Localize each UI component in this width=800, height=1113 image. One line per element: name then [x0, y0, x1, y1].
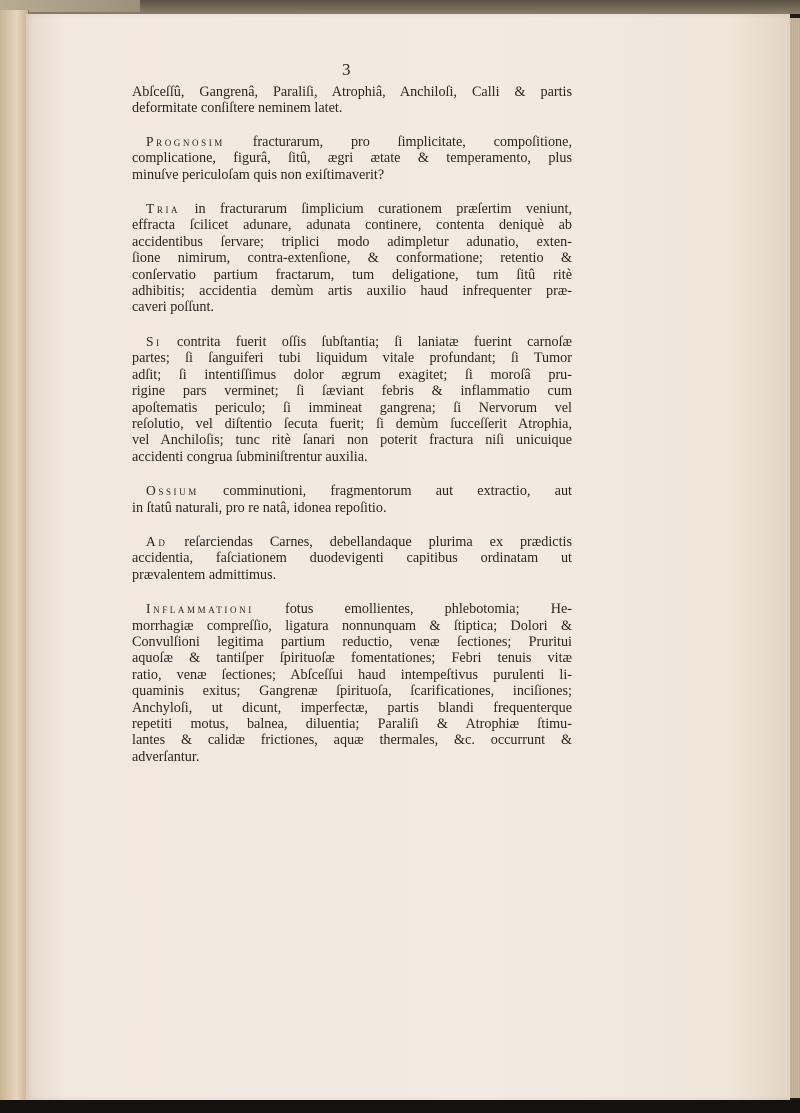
- text-line: adhibitis; accidentia demùm artis auxilio haud infrequenter præ-: [132, 283, 572, 300]
- text-line: accidentia, faſciationem duodevigenti capitibus ordinatam ut: [132, 550, 572, 567]
- lead-word: Inflammationi: [146, 601, 254, 617]
- text-line: minuſve periculoſam quis non exiſtimaverit?: [132, 166, 385, 183]
- text-line: ratio, venæ ſectiones; Abſceſſui haud intempeſtivus purulenti li-: [132, 666, 572, 683]
- page-fore-edge: [790, 18, 800, 1098]
- paragraph-prognosim: [132, 134, 572, 183]
- text-line: in ſtatû naturali, pro re natâ, idonea repoſitio.: [132, 499, 387, 516]
- text-line: Inflammationi fotus emollientes, phlebotomia; He-: [146, 601, 572, 618]
- text-line: effracta ſcilicet adunare, adunata continere, contenta deniquè ab: [132, 217, 572, 234]
- paragraph-ad: [132, 534, 572, 583]
- text-line: Prognosim fracturarum, pro ſimplicitate, compoſitione,: [146, 133, 572, 150]
- lead-word: Ad: [146, 533, 168, 549]
- text-line: reſolutio, vel diſtentio ſecuta fuerit; ſi demùm ſucceſſerit Atrophia,: [132, 415, 572, 432]
- text-line: rigine pars verminet; ſi ſæviant febris & inflammatio cum: [132, 383, 572, 400]
- paragraph-tria: [132, 201, 572, 316]
- text-line: ſione nimirum, contra-extenſione, & conformatione; retentio &: [132, 250, 572, 267]
- text-line: Tria in fracturarum ſimplicium curationem præſertim veniunt,: [146, 201, 572, 218]
- text-line: Abſceſſû, Gangrenâ, Paraliſi, Atrophiâ, Anchiloſi, Calli & partis: [132, 84, 572, 100]
- text-line: lantes & calidæ frictiones, aquæ thermales, &c. occurrunt &: [132, 732, 572, 749]
- text-line: accidenti congrua ſubminiſtrentur auxilia.: [132, 448, 368, 465]
- page-number: 3: [342, 60, 351, 79]
- text-line: aquoſæ & tantiſper ſpirituoſæ fomentationes; Febri tenuis vitæ: [132, 650, 572, 667]
- lead-word: Prognosim: [146, 133, 225, 149]
- text-line: Convulſioni legitima partium reductio, venæ ſectiones; Pruritui: [132, 633, 572, 650]
- paragraph-si: [132, 334, 572, 465]
- paragraph-inflammationi: [132, 601, 572, 765]
- text-line: prævalentem admittimus.: [132, 566, 277, 583]
- scan-background: [0, 1100, 800, 1113]
- text-line: Anchyloſi, ut dicunt, imperfectæ, partis blandi frequenterque: [132, 699, 572, 716]
- text-line: complicatione, figurâ, ſitû, ægri ætate & temperamento, plus: [132, 150, 572, 167]
- text-line: caveri poſſunt.: [132, 299, 214, 316]
- text-line: Ossium comminutioni, fragmentorum aut extractio, aut: [146, 483, 572, 500]
- text-line: partes; ſi ſanguiferi tubi liquidum vitale profundant; ſi Tumor: [132, 350, 572, 367]
- lead-word: Tria: [146, 201, 181, 217]
- paragraph-ossium: [132, 483, 572, 516]
- text-line: adverſantur.: [132, 748, 200, 765]
- text-line: deformitate conſiſtere neminem latet.: [132, 100, 343, 117]
- lead-word: Si: [146, 333, 162, 349]
- text-line: vel Anchiloſis; tunc ritè ſanari non poterit fractura niſi unicuique: [132, 432, 572, 449]
- text-line: adſit; ſi intentiſſimus dolor ægrum exagitet; ſi moroſâ pru-: [132, 366, 572, 383]
- text-line: Si contrita fuerit oſſis ſubſtantia; ſi laniatæ fuerint carnoſæ: [146, 333, 572, 350]
- page-text: [132, 84, 572, 783]
- paragraph-1: [132, 84, 572, 117]
- text-line: morrhagiæ compreſſio, ligatura nonnunquam & ſtiptica; Dolori &: [132, 617, 572, 634]
- text-line: conſervatio partium fractarum, tum deligatione, tum ſitû ritè: [132, 266, 572, 283]
- text-line: accidentibus ſervare; triplici modo adimpletur adunatio, exten-: [132, 233, 572, 250]
- lead-word: Ossium: [146, 483, 199, 499]
- text-line: repetiti motus, balnea, diluentia; Paraliſi & Atrophiæ ſtimu-: [132, 716, 572, 732]
- top-edge: [0, 0, 800, 14]
- book-cover-edge: [0, 10, 29, 1100]
- text-line: apoſtematis periculo; ſi immineat gangrena; ſi Nervorum vel: [132, 399, 572, 416]
- text-line: Ad reſarciendas Carnes, debellandaque plurima ex prædictis: [146, 533, 572, 550]
- text-line: quaminis exitus; Gangrenæ ſpirituoſa, ſcarificationes, inciſiones;: [132, 683, 572, 700]
